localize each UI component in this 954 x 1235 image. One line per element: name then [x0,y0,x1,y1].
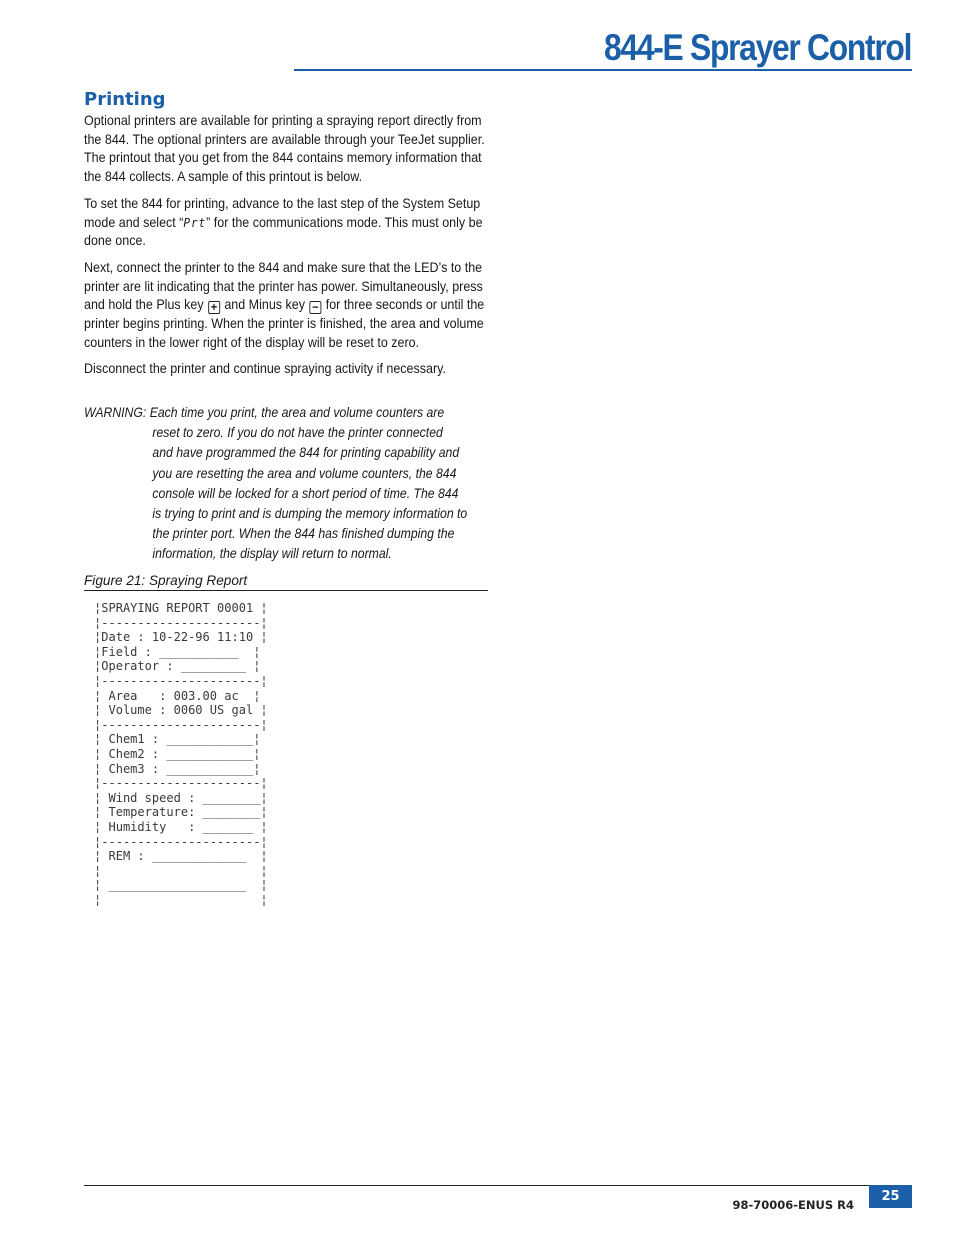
spraying-report-printout: ¦SPRAYING REPORT 00001 ¦ ¦----------------------¦ ¦Date : 10-22-96 11:10 ¦ ¦Field : ___________ ¦ ¦Operator : _________ ¦ ¦----------------------¦ ¦ Area : 003.00 ac ¦ ¦ Volume : 0060 US gal ¦ ¦----------------------¦ ¦ Chem1 : ____________¦ ¦ Chem2 : ____________¦ ¦ Chem3 : ____________¦ ¦----------------------¦ ¦ Wind speed : ________¦ ¦ Temperature: ________¦ ¦ Humidity : _______ ¦ ¦----------------------¦ ¦ REM : _____________ ¦ ¦ ¦ ¦ ___________________ ¦ ¦ ¦ [94,600,268,907]
warning-line: reset to zero. If you do not have the printer connected [152,425,443,441]
warning-note [84,403,480,565]
footer-rule [84,1185,912,1186]
document-number: 98-70006-ENUS R4 [732,1198,854,1212]
warning-line: console will be locked for a short period of time. The 844 [152,485,459,501]
warning-line: you are resetting the area and volume counters, the 844 [152,465,457,481]
warning-first-line: WARNING: Each time you print, the area and volume counters are [84,405,445,420]
section-heading: Printing [84,89,166,110]
body-text [84,112,496,387]
page-number: 25 [869,1185,912,1208]
warning-line: and have programmed the 844 for printing capability and [152,445,460,461]
paragraph-disconnect: Disconnect the printer and continue spraying activity if necessary. [84,361,446,377]
paragraph-setup: To set the 844 for printing, advance to the last step of the System Setup mode and select “Prt” for the communications mode. This must only be done once. [84,195,483,249]
title-underline [294,69,912,71]
document-title: 844-E Sprayer Control [603,27,911,68]
paragraph-intro: Optional printers are available for printing a spraying report directly from the 844. The optional printers are available through your TeeJet supplier. The printout that you get from the 844 contains memory information that the 844 collects. A sample of this printout is below. [84,113,485,185]
plus-key-icon: + [208,301,220,314]
figure-caption: Figure 21: Spraying Report [84,573,488,591]
minus-key-icon: − [309,301,321,314]
warning-line: is trying to print and is dumping the memory information to [152,506,468,522]
warning-line: the printer port. When the 844 has finished dumping the [152,526,455,542]
paragraph-connect: Next, connect the printer to the 844 and make sure that the LED’s to the printer are lit indicating that the printer has power. Simultaneously, press and hold the Plus key + and Minus key − for three seconds or until the printer begins printing. When the printer is finished, the area and volume counters in the lower right of the display will be reset to zero. [84,259,485,350]
prt-mode-code: Prt [183,215,207,230]
warning-line: information, the display will return to normal. [152,546,392,562]
